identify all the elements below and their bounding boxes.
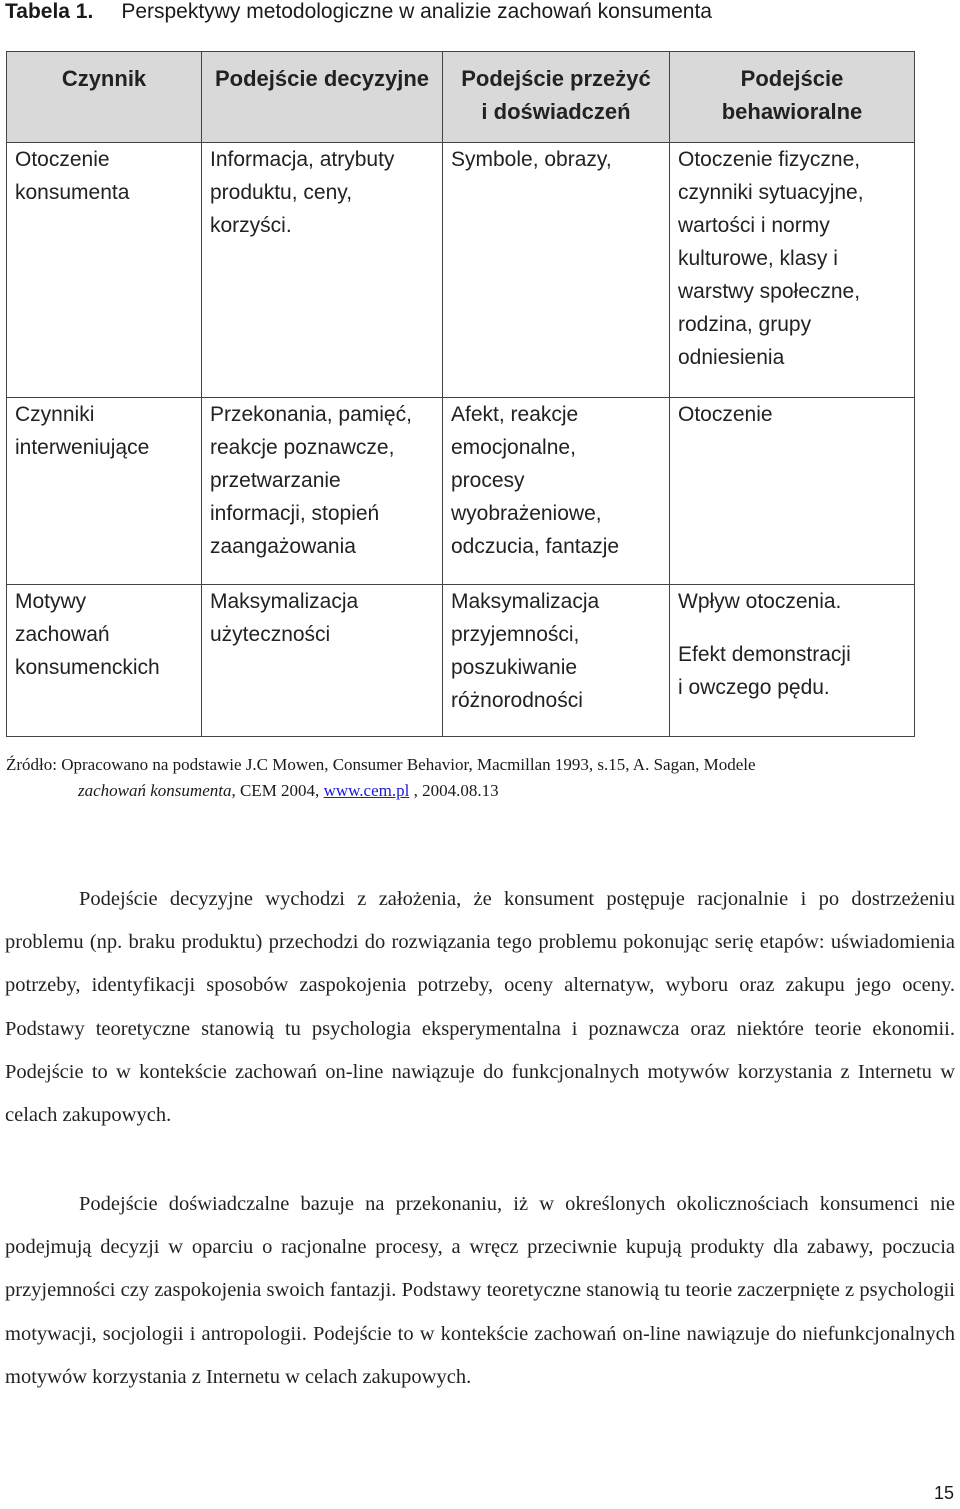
table-row bbox=[7, 398, 915, 585]
cell-factor bbox=[7, 143, 202, 398]
cell-line: procesy bbox=[451, 469, 525, 492]
source-italic-title: zachowań konsumenta bbox=[78, 781, 232, 800]
cell-line: behawioralne bbox=[721, 99, 863, 124]
cell-line: Przekonania, pamięć, bbox=[210, 403, 412, 426]
cell-line: Czynnik bbox=[61, 66, 147, 91]
paragraph-text: Podejście decyzyjne wychodzi z założenia, że konsument postępuje racjonalnie i po dostrzeżeniu problemu (np. braku produktu) przechodzi do rozwiązania tego problemu pokonując serię etapów: uświadomienia potrzeby, identyfikacji sposobów zaspokojenia potrzeby, oceny alternatyw, wyboru oraz zakupu jego oceny. Podstawy teoretyczne stanowią tu psychologia eksperymentalna i poznawcza oraz niektóre teorie ekonomii. Podejście to w kontekście zachowań on-line nawiązuje do funkcjonalnych motywów korzystania z Internetu w celach zakupowych. bbox=[5, 888, 955, 1127]
cell-line: odniesienia bbox=[678, 346, 785, 369]
source-publisher: , CEM 2004, bbox=[231, 781, 324, 800]
cell-line: kulturowe, klasy i bbox=[678, 247, 838, 270]
cell-line: emocjonalne, bbox=[451, 436, 576, 459]
cell-line: Maksymalizacja bbox=[210, 590, 359, 613]
paragraph-experience-approach bbox=[5, 1183, 955, 1399]
cell-decision bbox=[202, 585, 443, 737]
cell-line: korzyści. bbox=[210, 214, 292, 237]
cell-behavioral bbox=[670, 143, 915, 398]
cell-line: i owczego pędu. bbox=[678, 676, 830, 699]
cell-decision bbox=[202, 143, 443, 398]
cell-behavioral bbox=[670, 585, 915, 737]
cell-line: konsumenta bbox=[15, 181, 130, 204]
cell-line: Otoczenie bbox=[678, 403, 773, 426]
cell-line: wyobrażeniowe, bbox=[451, 502, 602, 525]
cell-line: wartości i normy bbox=[678, 214, 830, 237]
cell-line: odczucia, fantazje bbox=[451, 535, 620, 558]
cell-experience bbox=[443, 398, 670, 585]
cell-line: Informacja, atrybuty bbox=[210, 148, 395, 171]
table-caption bbox=[5, 0, 712, 26]
page-number: 15 bbox=[933, 1483, 954, 1503]
header-factor bbox=[7, 52, 202, 143]
cell-line: warstwy społeczne, bbox=[678, 280, 861, 303]
cell-line: poszukiwanie bbox=[451, 656, 578, 679]
cell-experience bbox=[443, 143, 670, 398]
cell-line: przetwarzanie bbox=[210, 469, 341, 492]
table-row bbox=[7, 585, 915, 737]
cell-line: konsumenckich bbox=[15, 656, 160, 679]
cell-experience bbox=[443, 585, 670, 737]
cell-line: informacji, stopień bbox=[210, 502, 380, 525]
methodology-table bbox=[6, 51, 915, 737]
table-label: Tabela 1. bbox=[5, 0, 94, 23]
table-header-row bbox=[7, 52, 915, 143]
cell-line: Symbole, obrazy, bbox=[451, 148, 612, 171]
cell-line: Wpływ otoczenia. bbox=[678, 590, 842, 613]
cell-line: Podejście bbox=[740, 66, 844, 91]
header-behavioral bbox=[670, 52, 915, 143]
cell-line: produktu, ceny, bbox=[210, 181, 353, 204]
cell-behavioral bbox=[670, 398, 915, 585]
cell-line: Podejście decyzyjne bbox=[215, 66, 429, 91]
cell-line: różnorodności bbox=[451, 689, 583, 712]
cell-line: zaangażowania bbox=[210, 535, 356, 558]
source-link[interactable]: www.cem.pl bbox=[323, 781, 410, 800]
source-line-1: Źródło: Opracowano na podstawie J.C Mowen, Consumer Behavior, Macmillan 1993, s.15, A. Sagan, Modele bbox=[6, 755, 756, 774]
cell-line: Maksymalizacja bbox=[451, 590, 600, 613]
cell-line: i doświadczeń bbox=[481, 99, 631, 124]
paragraph-decision-approach bbox=[5, 878, 955, 1137]
table-row bbox=[7, 143, 915, 398]
cell-factor bbox=[7, 398, 202, 585]
paragraph-text: Podejście doświadczalne bazuje na przekonaniu, iż w określonych okolicznościach konsumenci nie podejmują decyzji w oparciu o racjonalne procesy, a wręcz przeciwnie kupują produkty dla zabawy, poczucia przyjemności czy zaspokojenia swoich fantazji. Podstawy teoretyczne stanowią tu teorie zaczerpnięte z psychologii motywacji, socjologii i antropologii. Podejście to w kontekście zachowań on-line nawiązuje do niefunkcjonalnych motywów korzystania z Internetu w celach zakupowych. bbox=[5, 1193, 955, 1388]
cell-line: użyteczności bbox=[210, 623, 331, 646]
source-line-2 bbox=[6, 778, 946, 804]
cell-line: interweniujące bbox=[15, 436, 150, 459]
cell-line: czynniki sytuacyjne, bbox=[678, 181, 864, 204]
header-experience bbox=[443, 52, 670, 143]
cell-factor bbox=[7, 585, 202, 737]
cell-line: zachowań bbox=[15, 623, 110, 646]
cell-line: reakcje poznawcze, bbox=[210, 436, 395, 459]
source-note bbox=[6, 752, 946, 804]
cell-line: Otoczenie fizyczne, bbox=[678, 148, 861, 171]
cell-line: przyjemności, bbox=[451, 623, 580, 646]
cell-line: Efekt demonstracji bbox=[678, 643, 851, 666]
cell-line: Podejście przeżyć bbox=[461, 66, 651, 91]
cell-line: rodzina, grupy bbox=[678, 313, 812, 336]
cell-decision bbox=[202, 398, 443, 585]
table-title: Perspektywy metodologiczne w analizie zachowań konsumenta bbox=[121, 0, 712, 23]
source-date: , 2004.08.13 bbox=[409, 781, 499, 800]
cell-line: Motywy bbox=[15, 590, 87, 613]
header-decision bbox=[202, 52, 443, 143]
cell-line: Otoczenie bbox=[15, 148, 110, 171]
cell-line: Afekt, reakcje bbox=[451, 403, 579, 426]
cell-line: Czynniki bbox=[15, 403, 95, 426]
